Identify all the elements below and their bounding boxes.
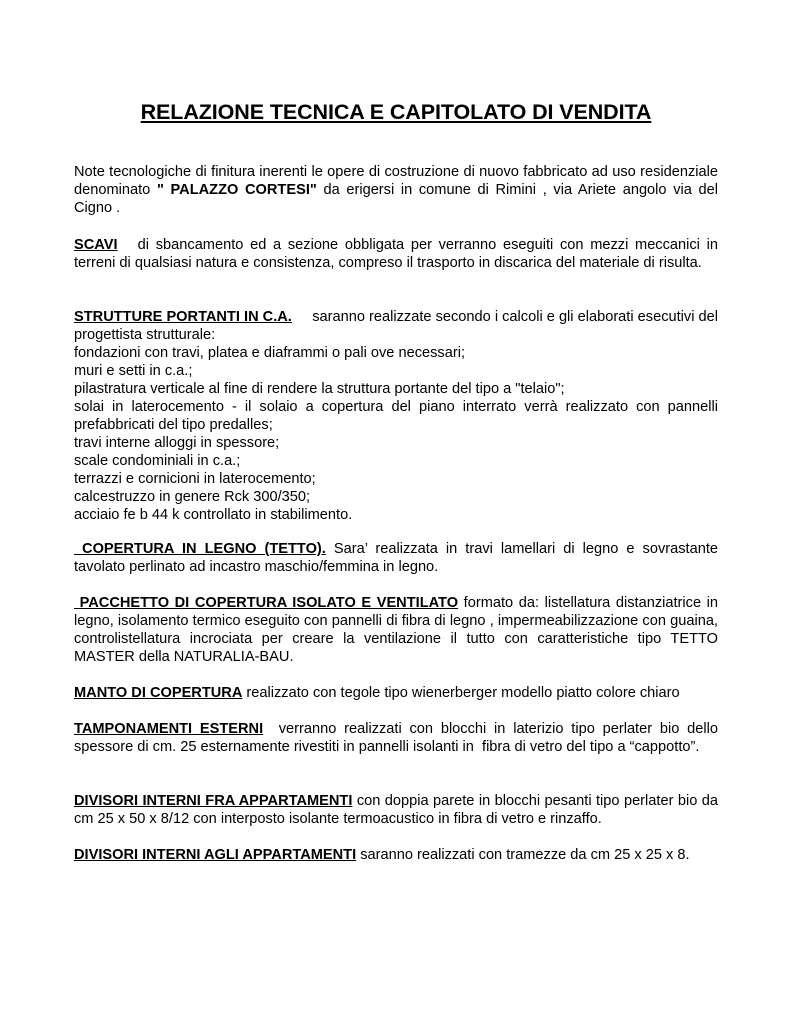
divisori-agli-heading: DIVISORI INTERNI AGLI APPARTAMENTI	[74, 847, 357, 863]
strutture-item: muri e setti in c.a.;	[74, 363, 193, 379]
strutture-intro	[74, 309, 722, 343]
scavi-heading: SCAVI	[74, 237, 118, 253]
strutture-item: travi interne alloggi in spessore;	[74, 435, 280, 451]
strutture-item: solai in laterocemento - il solaio a copertura del piano interrato verrà realizzato con pannelli prefabbricati del tipo predalles;	[74, 399, 718, 433]
strutture-item: fondazioni con travi, platea e diaframmi o pali ove necessari;	[74, 345, 465, 361]
scavi-paragraph	[74, 236, 723, 272]
strutture-heading: STRUTTURE PORTANTI IN C.A.	[74, 309, 292, 325]
document-title: RELAZIONE TECNICA E CAPITOLATO DI VENDITA	[140, 100, 652, 124]
copertura-heading: COPERTURA IN LEGNO (TETTO).	[74, 541, 326, 557]
copertura-text: Sara’ realizzata in travi lamellari di legno e sovrastante tavolato perlinato ad incastro maschio/femmina in legno.	[74, 541, 718, 575]
strutture-item: calcestruzzo in genere Rck 300/350;	[74, 489, 311, 505]
strutture-item: terrazzi e cornicioni in laterocemento;	[74, 471, 316, 487]
divisori-fra-paragraph	[74, 792, 718, 828]
manto-text: realizzato con tegole tipo wienerberger modello piatto colore chiaro	[242, 685, 680, 701]
divisori-agli-paragraph	[74, 846, 718, 864]
pacchetto-text: formato da: listellatura distanziatrice in legno, isolamento termico eseguito con pannelli di fibra di legno , impermeabilizzazione con guaina, controlistellatura incrociata per creare la ventilazione il tutto con caratteristiche tipo TETTO MASTER della NATURALIA-BAU.	[74, 595, 719, 665]
intro-text-after: da erigersi in comune di Rimini , via Ariete angolo via del Cigno .	[74, 182, 718, 216]
intro-paragraph	[74, 163, 718, 217]
divisori-fra-heading: DIVISORI INTERNI FRA APPARTAMENTI	[74, 793, 353, 809]
divisori-fra-text: con doppia parete in blocchi pesanti tipo perlater bio da cm 25 x 50 x 8/12 con interposto isolante termoacustico in fibra di vetro e rinzaffo.	[74, 793, 718, 827]
strutture-item: scale condominiali in c.a.;	[74, 453, 241, 469]
manto-heading: MANTO DI COPERTURA	[74, 685, 243, 701]
tamponamenti-heading: TAMPONAMENTI ESTERNI	[74, 721, 264, 737]
pacchetto-paragraph	[74, 594, 718, 666]
copertura-paragraph	[74, 540, 718, 576]
tamponamenti-text: verranno realizzati con blocchi in laterizio tipo perlater bio dello spessore di cm. 25 esternamente rivestiti in pannelli isolanti in fibra di vetro del tipo a “cappotto”.	[74, 721, 723, 755]
strutture-paragraph	[74, 308, 723, 524]
building-name: " PALAZZO CORTESI"	[156, 182, 317, 198]
manto-paragraph	[74, 684, 718, 702]
strutture-text: saranno realizzate secondo i calcoli e gli elaborati esecutivi del progettista strutturale:	[74, 309, 723, 343]
strutture-item: acciaio fe b 44 k controllato in stabilimento.	[74, 507, 353, 523]
strutture-item: pilastratura verticale al fine di rendere la struttura portante del tipo a "telaio";	[74, 381, 565, 397]
tamponamenti-paragraph	[74, 720, 723, 756]
pacchetto-heading: PACCHETTO DI COPERTURA ISOLATO E VENTILATO	[74, 595, 459, 611]
divisori-agli-text: saranno realizzati con tramezze da cm 25 x 25 x 8.	[356, 847, 690, 863]
intro-text-before: Note tecnologiche di finitura inerenti le opere di costruzione di nuovo fabbricato ad uso residenziale denominato	[74, 164, 718, 198]
scavi-text: di sbancamento ed a sezione obbligata per verranno eseguiti con mezzi meccanici in terreni di qualsiasi natura e consistenza, compreso il trasporto in discarica del materiale di risulta.	[74, 237, 723, 271]
